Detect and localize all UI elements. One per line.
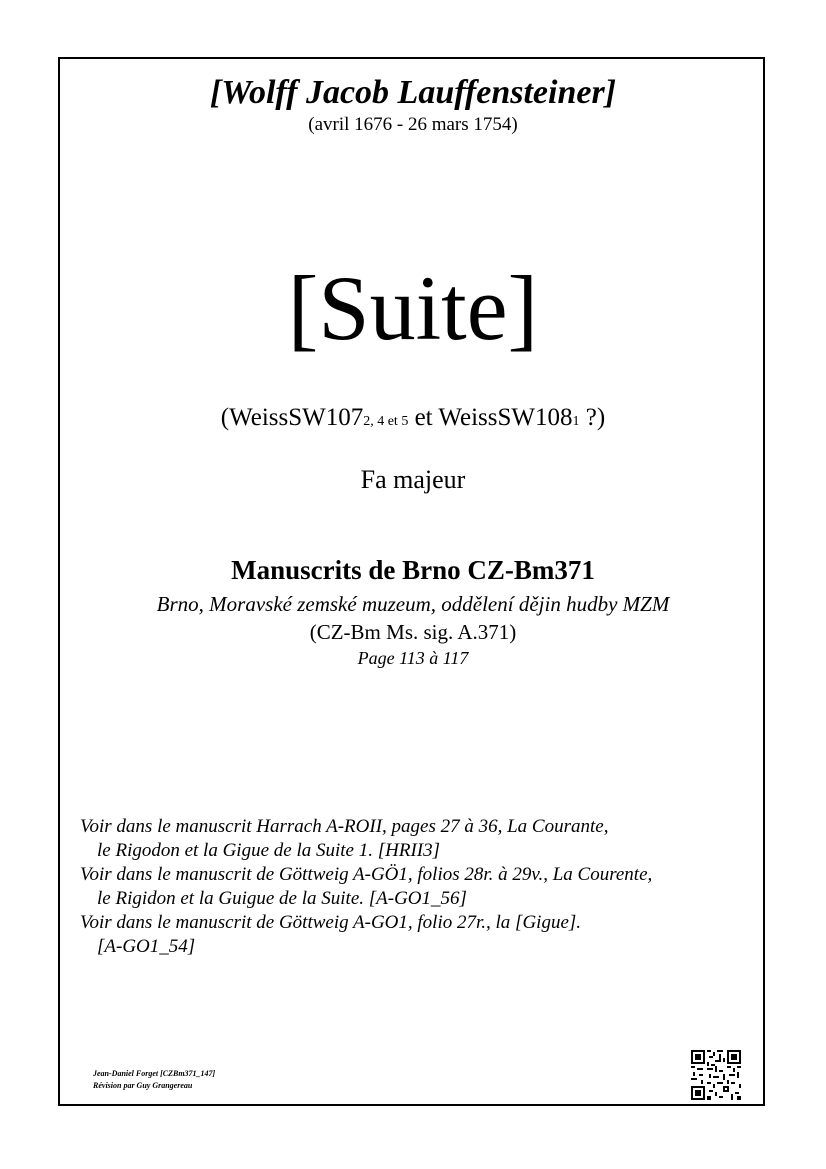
footer-revision: Révision par Guy Grangereau — [93, 1081, 193, 1090]
note-line: Voir dans le manuscrit de Göttweig A-GO1, folio 27r., la [Gigue]. — [80, 912, 582, 933]
manuscript-pages: Page 113 à 117 — [357, 648, 469, 668]
footer-credits — [93, 1068, 215, 1092]
note-item — [80, 863, 760, 911]
note-item — [80, 911, 760, 959]
footer-editor: Jean-Daniel Forget [CZBm371_147] — [93, 1069, 216, 1078]
note-line: Voir dans le manuscrit de Göttweig A-GÖ1, folios 28r. à 29v., La Courente, — [80, 864, 653, 885]
catalog-middle: et WeissSW108 — [408, 404, 573, 431]
qr-code-icon — [691, 1050, 741, 1100]
work-title: [Suite] — [287, 257, 539, 359]
catalog-sub1: 2, 4 et 5 — [363, 414, 409, 429]
catalog-numbers — [0, 404, 826, 432]
note-line: le Rigodon et la Gigue de la Suite 1. [HRII3] — [97, 840, 440, 861]
note-line: [A-GO1_54] — [97, 936, 196, 957]
key-signature: Fa majeur — [360, 465, 466, 494]
note-line: le Rigidon et la Guigue de la Suite. [A-GO1_56] — [97, 888, 467, 909]
catalog-open: (WeissSW107 — [220, 404, 364, 431]
manuscript-shelfmark: (CZ-Bm Ms. sig. A.371) — [309, 620, 517, 644]
catalog-sub2: 1 — [572, 414, 580, 429]
manuscript-library: Brno, Moravské zemské muzeum, oddělení dějin hudby MZM — [156, 592, 670, 616]
concordance-notes — [80, 815, 760, 959]
composer-dates: (avril 1676 - 26 mars 1754) — [308, 114, 518, 135]
note-line: Voir dans le manuscrit Harrach A-ROII, pages 27 à 36, La Courante, — [80, 816, 609, 837]
catalog-close: ?) — [579, 404, 606, 431]
note-item — [80, 815, 760, 863]
composer-name: [Wolff Jacob Lauffensteiner] — [209, 74, 617, 111]
manuscript-title: Manuscrits de Brno CZ-Bm371 — [231, 555, 595, 585]
